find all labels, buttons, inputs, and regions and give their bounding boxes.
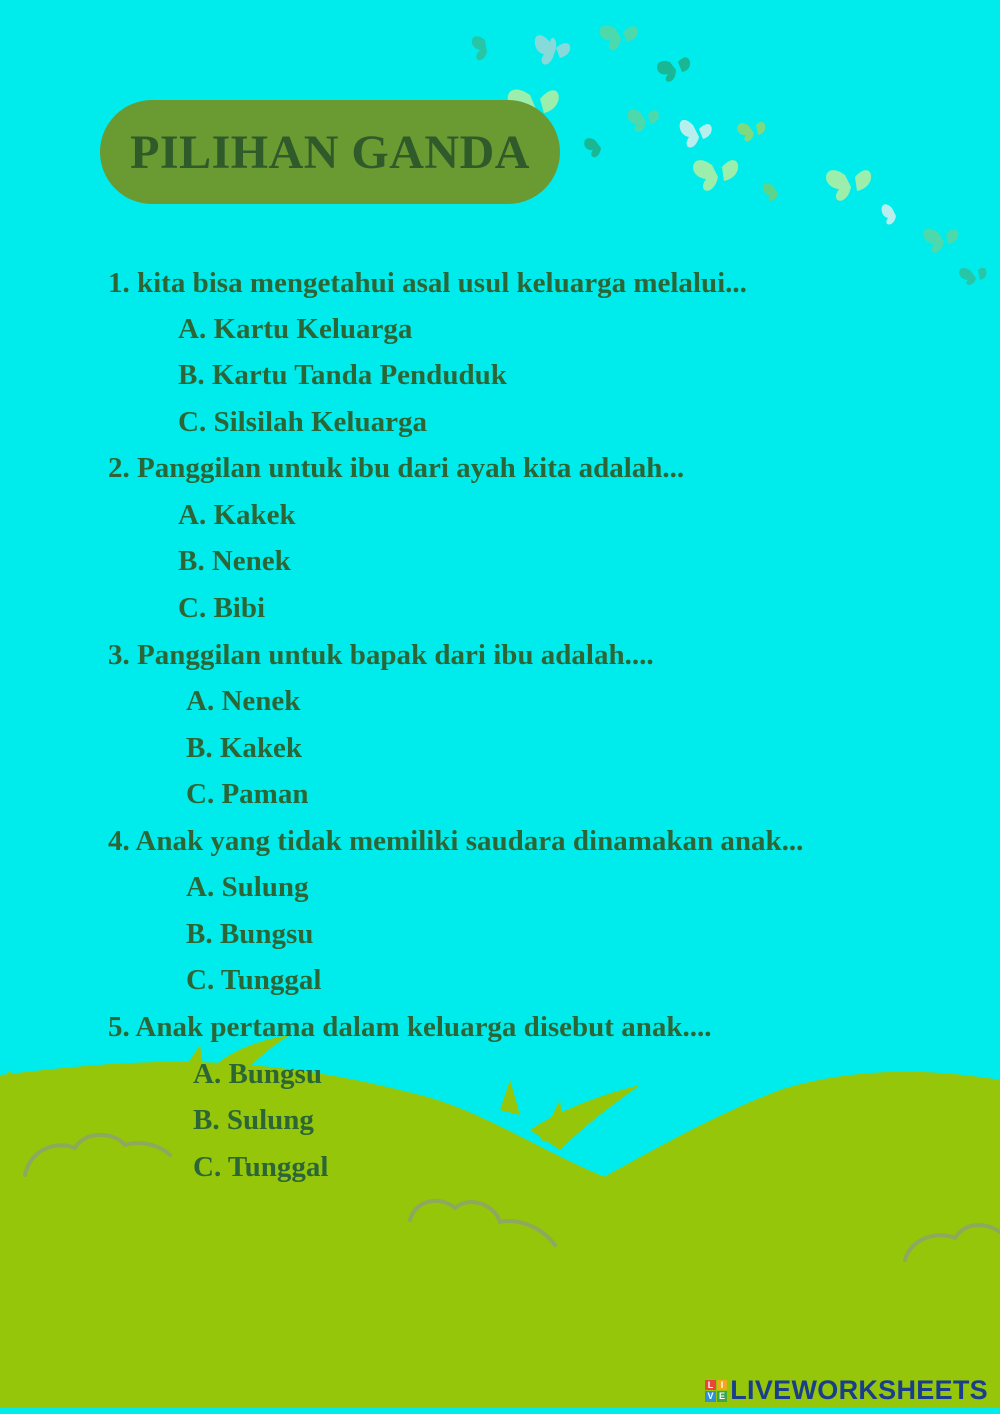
option-3c[interactable]: C. Paman — [186, 778, 309, 810]
bottom-strip — [0, 1408, 1000, 1414]
option-3a[interactable]: A. Nenek — [186, 685, 301, 717]
grass-hill — [560, 1072, 1000, 1250]
liveworksheets-footer — [705, 1375, 988, 1406]
option-4b[interactable]: B. Bungsu — [186, 918, 314, 950]
option-1b[interactable]: B. Kartu Tanda Penduduk — [178, 359, 507, 391]
option-5a[interactable]: A. Bungsu — [193, 1058, 322, 1090]
option-5b[interactable]: B. Sulung — [193, 1104, 314, 1136]
option-5c[interactable]: C. Tunggal — [193, 1151, 329, 1183]
question-3: 3. Panggilan untuk bapak dari ibu adalah.... — [108, 639, 654, 671]
option-1c[interactable]: C. Silsilah Keluarga — [178, 406, 427, 438]
question-5: 5. Anak pertama dalam keluarga disebut anak.... — [108, 1011, 712, 1043]
question-2: 2. Panggilan untuk ibu dari ayah kita adalah... — [108, 452, 685, 484]
option-1a[interactable]: A. Kartu Keluarga — [178, 313, 413, 345]
page-title: PILIHAN GANDA — [130, 125, 530, 179]
option-4a[interactable]: A. Sulung — [186, 871, 309, 903]
option-4c[interactable]: C. Tunggal — [186, 964, 322, 996]
option-3b[interactable]: B. Kakek — [186, 732, 303, 764]
option-2b[interactable]: B. Nenek — [178, 545, 291, 577]
option-2c[interactable]: C. Bibi — [178, 592, 266, 624]
question-4: 4. Anak yang tidak memiliki saudara dinamakan anak... — [108, 825, 804, 857]
question-1: 1. kita bisa mengetahui asal usul keluarga melalui... — [108, 267, 747, 299]
liveworksheets-logo-icon: L I V E — [705, 1380, 727, 1402]
title-banner — [100, 100, 560, 204]
brand-name: LIVEWORKSHEETS — [730, 1375, 988, 1405]
option-2a[interactable]: A. Kakek — [178, 499, 296, 531]
